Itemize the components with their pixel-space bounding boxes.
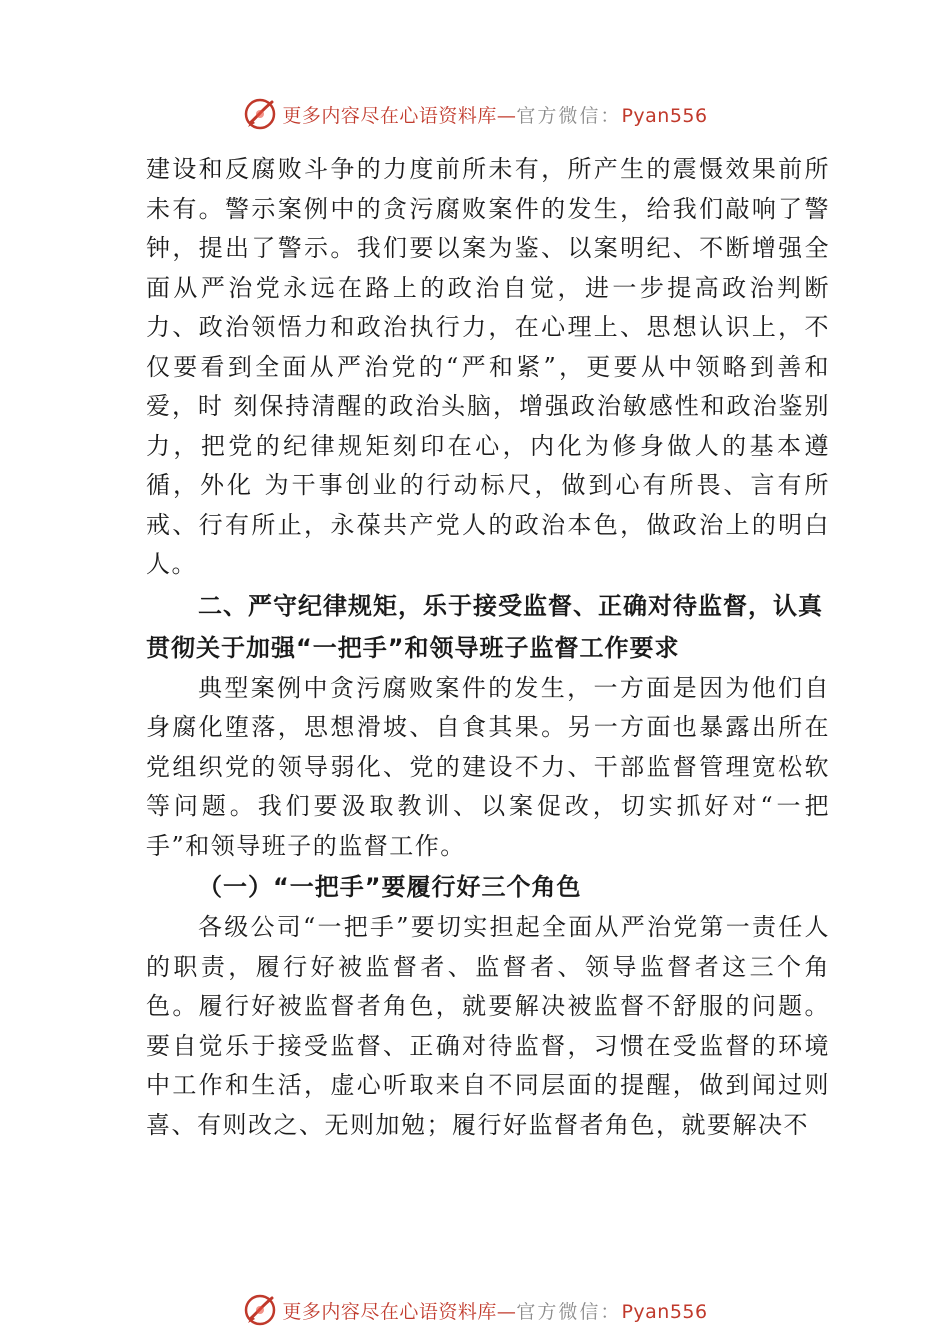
header-banner-text xyxy=(282,101,707,128)
subsection-heading-1: （一）“一把手”要履行好三个角色 xyxy=(198,873,582,901)
banner-title: 更多内容尽在心语资料库 xyxy=(282,104,497,127)
document-body xyxy=(146,150,830,1145)
banner-wechat-id: Pyan556 xyxy=(621,1300,708,1323)
paragraph-2: 典型案例中贪污腐败案件的发生，一方面是因为他们自身腐化堕落，思想滑坡、自食其果。另一方面也暴露出所在党组织党的领导弱化、党的建设不力、干部监督管理宽松软等问题。我们要汲取教训、以案促改，切实抓好对“一把手”和领导班子的监督工作。 xyxy=(146,673,830,860)
banner-wechat-label: 官方微信： xyxy=(516,104,622,127)
banner-separator: — xyxy=(496,104,517,127)
paragraph-3: 各级公司“一把手”要切实担起全面从严治党第一责任人的职责，履行好被监督者、监督者、领导监督者这三个角色。履行好被监督者角色，就要解决被监督不舒服的问题。 要自觉乐于接受监督、正确对待监督，习惯在受监督的环境中工作和生活，虚心听取来自不同层面的提醒，做到闻过则喜、有则改之、无则加勉；履行好监督者角色，就要解决不 xyxy=(146,913,830,1139)
banner-wechat-id: Pyan556 xyxy=(621,104,708,127)
banner-separator: — xyxy=(496,1300,517,1323)
footer-banner-text xyxy=(282,1297,707,1324)
header-banner xyxy=(0,94,950,134)
section-heading-2: 二、严守纪律规矩，乐于接受监督、正确对待监督，认真贯彻关于加强“一把手”和领导班子监督工作要求 xyxy=(146,591,823,662)
banner-wechat-label: 官方微信： xyxy=(516,1300,622,1323)
brush-logo-icon xyxy=(242,96,278,132)
banner-title: 更多内容尽在心语资料库 xyxy=(282,1300,497,1323)
brush-logo-icon xyxy=(242,1292,278,1328)
footer-banner xyxy=(0,1290,950,1330)
paragraph-1: 建设和反腐败斗争的力度前所未有，所产生的震慑效果前所未有。警示案例中的贪污腐败案件的发生，给我们敲响了警钟，提出了警示。我们要以案为鉴、以案明纪、不断增强全面从严治党永远在路上的政治自觉，进一步提高政治判断力、政治领悟力和政治执行力，在心理上、思想认识上，不仅要看到全面从严治党的“严和紧”，更要从中领略到善和爱，时 刻保持清醒的政治头脑，增强政治敏感性和政治鉴别力，把党的纪律规矩刻印在心，内化为修身做人的基本遵循，外化 为干事创业的行动标尺，做到心有所畏、言有所戒、行有所止，永葆共产党人的政治本色，做政治上的明白人。 xyxy=(146,155,830,578)
